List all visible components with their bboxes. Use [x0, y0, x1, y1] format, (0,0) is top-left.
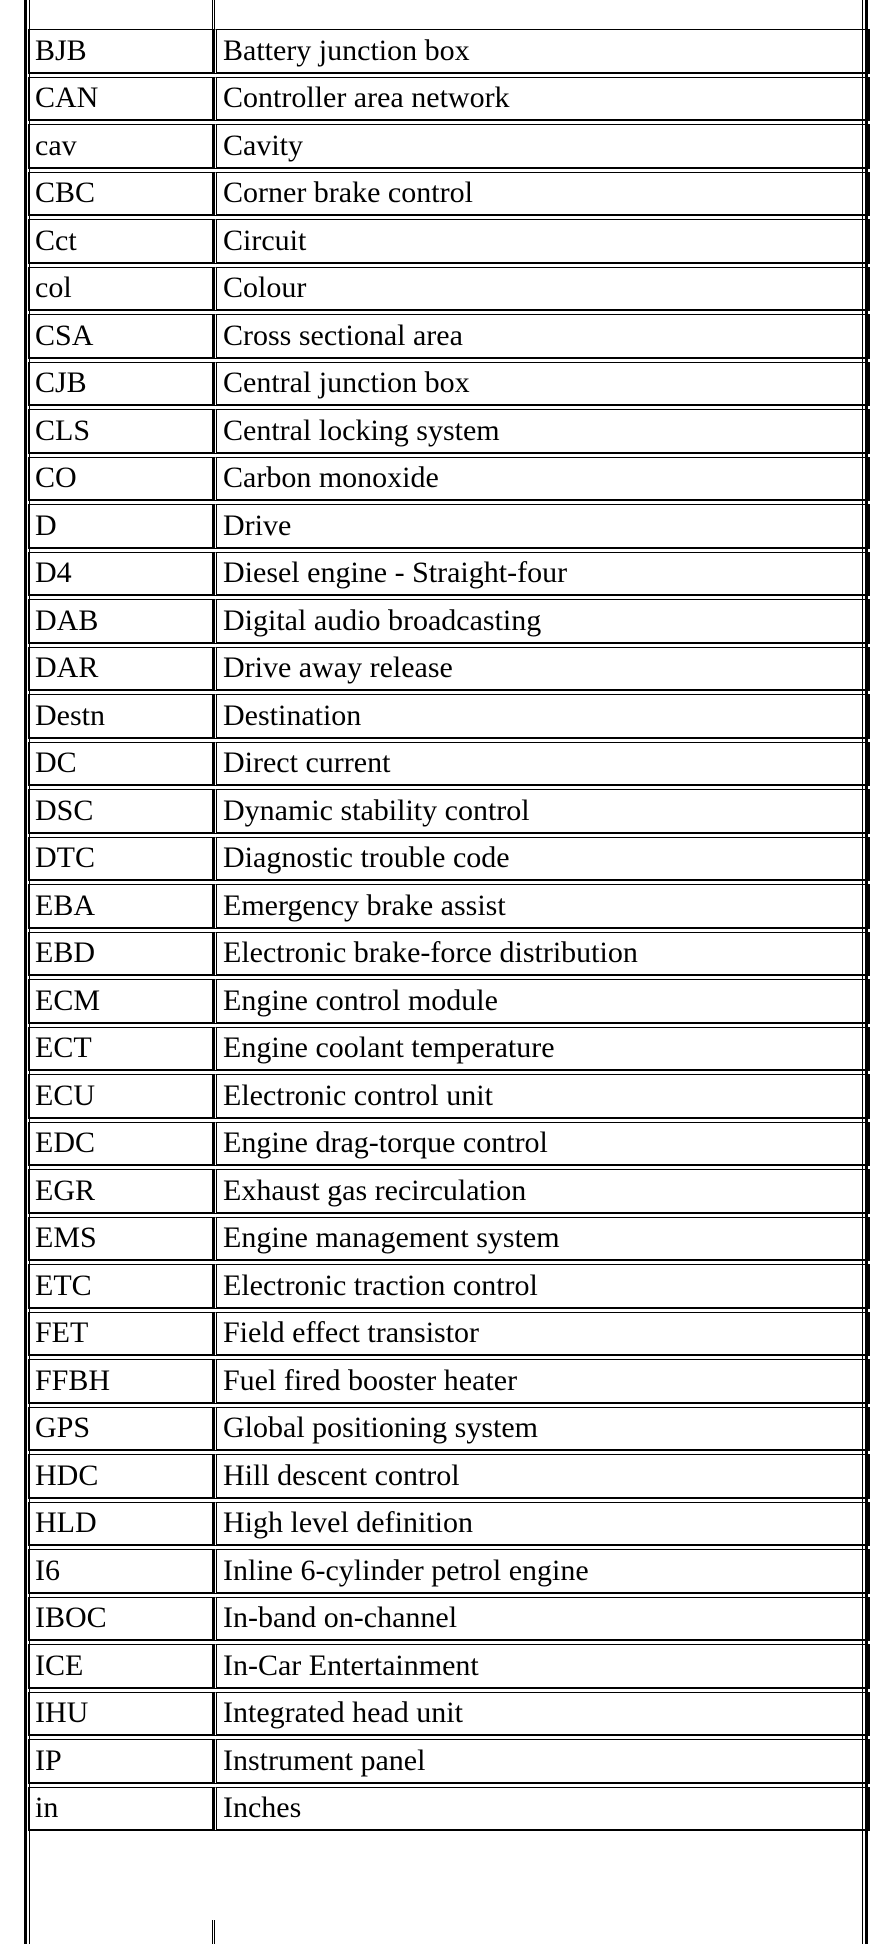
abbreviation-cell: DTC [28, 837, 214, 882]
meaning-cell: Controller area network [214, 77, 870, 122]
meaning-cell: Electronic traction control [214, 1264, 870, 1309]
meaning-cell: Diagnostic trouble code [214, 837, 870, 882]
table-row [28, 1549, 870, 1594]
abbreviation-cell: in [28, 1787, 214, 1832]
abbreviation-cell: ICE [28, 1644, 214, 1689]
abbreviation-cell: IHU [28, 1692, 214, 1737]
meaning-cell: High level definition [214, 1502, 870, 1547]
meaning-cell: Instrument panel [214, 1739, 870, 1784]
meaning-cell: Carbon monoxide [214, 457, 870, 502]
abbreviation-cell: DAB [28, 599, 214, 644]
meaning-cell: Digital audio broadcasting [214, 599, 870, 644]
table-row [28, 172, 870, 217]
abbreviation-cell: EBA [28, 884, 214, 929]
table-row [28, 1169, 870, 1214]
meaning-cell: Engine control module [214, 979, 870, 1024]
table-row [28, 1027, 870, 1072]
meaning-cell: Drive [214, 504, 870, 549]
abbreviation-cell: CAN [28, 77, 214, 122]
table-row [28, 219, 870, 264]
table-row [28, 1217, 870, 1262]
table-row [28, 1074, 870, 1119]
table-row [28, 1264, 870, 1309]
table-row [28, 504, 870, 549]
meaning-cell: Central junction box [214, 362, 870, 407]
abbreviation-cell: D4 [28, 552, 214, 597]
abbreviation-cell: D [28, 504, 214, 549]
table-row [28, 932, 870, 977]
table-row [28, 314, 870, 359]
abbreviations-table-body [28, 29, 870, 1831]
meaning-cell: In-band on-channel [214, 1597, 870, 1642]
meaning-cell: Drive away release [214, 647, 870, 692]
meaning-cell: Direct current [214, 742, 870, 787]
meaning-cell: Hill descent control [214, 1454, 870, 1499]
table-row [28, 1312, 870, 1357]
meaning-cell: Battery junction box [214, 29, 870, 74]
abbreviation-cell: Destn [28, 694, 214, 739]
table-row [28, 1787, 870, 1832]
meaning-cell: In-Car Entertainment [214, 1644, 870, 1689]
table-row [28, 837, 870, 882]
abbreviation-cell: HDC [28, 1454, 214, 1499]
meaning-cell: Exhaust gas recirculation [214, 1169, 870, 1214]
table-row [28, 694, 870, 739]
table-row [28, 29, 870, 74]
abbreviation-cell: col [28, 267, 214, 312]
table-row [28, 362, 870, 407]
abbreviation-cell: CLS [28, 409, 214, 454]
table-row [28, 789, 870, 834]
abbreviation-cell: FFBH [28, 1359, 214, 1404]
table-row [28, 742, 870, 787]
meaning-cell: Colour [214, 267, 870, 312]
meaning-cell: Destination [214, 694, 870, 739]
table-row [28, 599, 870, 644]
abbreviations-table [28, 26, 870, 1834]
meaning-cell: Diesel engine - Straight-four [214, 552, 870, 597]
table-row [28, 552, 870, 597]
abbreviation-cell: BJB [28, 29, 214, 74]
table-row [28, 267, 870, 312]
meaning-cell: Cavity [214, 124, 870, 169]
meaning-cell: Electronic brake-force distribution [214, 932, 870, 977]
meaning-cell: Electronic control unit [214, 1074, 870, 1119]
abbreviation-cell: EBD [28, 932, 214, 977]
meaning-cell: Emergency brake assist [214, 884, 870, 929]
meaning-cell: Cross sectional area [214, 314, 870, 359]
meaning-cell: Central locking system [214, 409, 870, 454]
table-row [28, 124, 870, 169]
meaning-cell: Inches [214, 1787, 870, 1832]
abbreviation-cell: HLD [28, 1502, 214, 1547]
abbreviation-cell: ECT [28, 1027, 214, 1072]
abbreviation-cell: ECM [28, 979, 214, 1024]
table-row [28, 409, 870, 454]
abbreviation-cell: I6 [28, 1549, 214, 1594]
abbreviation-cell: IP [28, 1739, 214, 1784]
abbreviation-cell: CBC [28, 172, 214, 217]
table-row [28, 979, 870, 1024]
abbreviation-cell: IBOC [28, 1597, 214, 1642]
table-row [28, 1739, 870, 1784]
table-row [28, 1644, 870, 1689]
table-row [28, 457, 870, 502]
abbreviation-cell: DC [28, 742, 214, 787]
table-row [28, 1692, 870, 1737]
abbreviation-cell: DSC [28, 789, 214, 834]
table-row [28, 1597, 870, 1642]
abbreviation-cell: GPS [28, 1407, 214, 1452]
abbreviation-cell: EMS [28, 1217, 214, 1262]
meaning-cell: Engine coolant temperature [214, 1027, 870, 1072]
meaning-cell: Inline 6-cylinder petrol engine [214, 1549, 870, 1594]
table-row [28, 1502, 870, 1547]
abbreviation-cell: CO [28, 457, 214, 502]
meaning-cell: Fuel fired booster heater [214, 1359, 870, 1404]
table-row [28, 647, 870, 692]
meaning-cell: Field effect transistor [214, 1312, 870, 1357]
table-row [28, 884, 870, 929]
abbreviation-cell: ECU [28, 1074, 214, 1119]
meaning-cell: Global positioning system [214, 1407, 870, 1452]
abbreviation-cell: CSA [28, 314, 214, 359]
abbreviation-cell: Cct [28, 219, 214, 264]
abbreviation-cell: EDC [28, 1122, 214, 1167]
abbreviation-cell: DAR [28, 647, 214, 692]
table-row [28, 1359, 870, 1404]
meaning-cell: Dynamic stability control [214, 789, 870, 834]
table-row [28, 1407, 870, 1452]
column-divider-bottom [212, 1920, 215, 1944]
abbreviation-cell: EGR [28, 1169, 214, 1214]
meaning-cell: Engine management system [214, 1217, 870, 1262]
table-row [28, 1122, 870, 1167]
abbreviation-cell: FET [28, 1312, 214, 1357]
meaning-cell: Circuit [214, 219, 870, 264]
meaning-cell: Corner brake control [214, 172, 870, 217]
abbreviation-cell: cav [28, 124, 214, 169]
abbreviation-cell: ETC [28, 1264, 214, 1309]
abbreviation-cell: CJB [28, 362, 214, 407]
table-row [28, 1454, 870, 1499]
table-row [28, 77, 870, 122]
meaning-cell: Engine drag-torque control [214, 1122, 870, 1167]
meaning-cell: Integrated head unit [214, 1692, 870, 1737]
